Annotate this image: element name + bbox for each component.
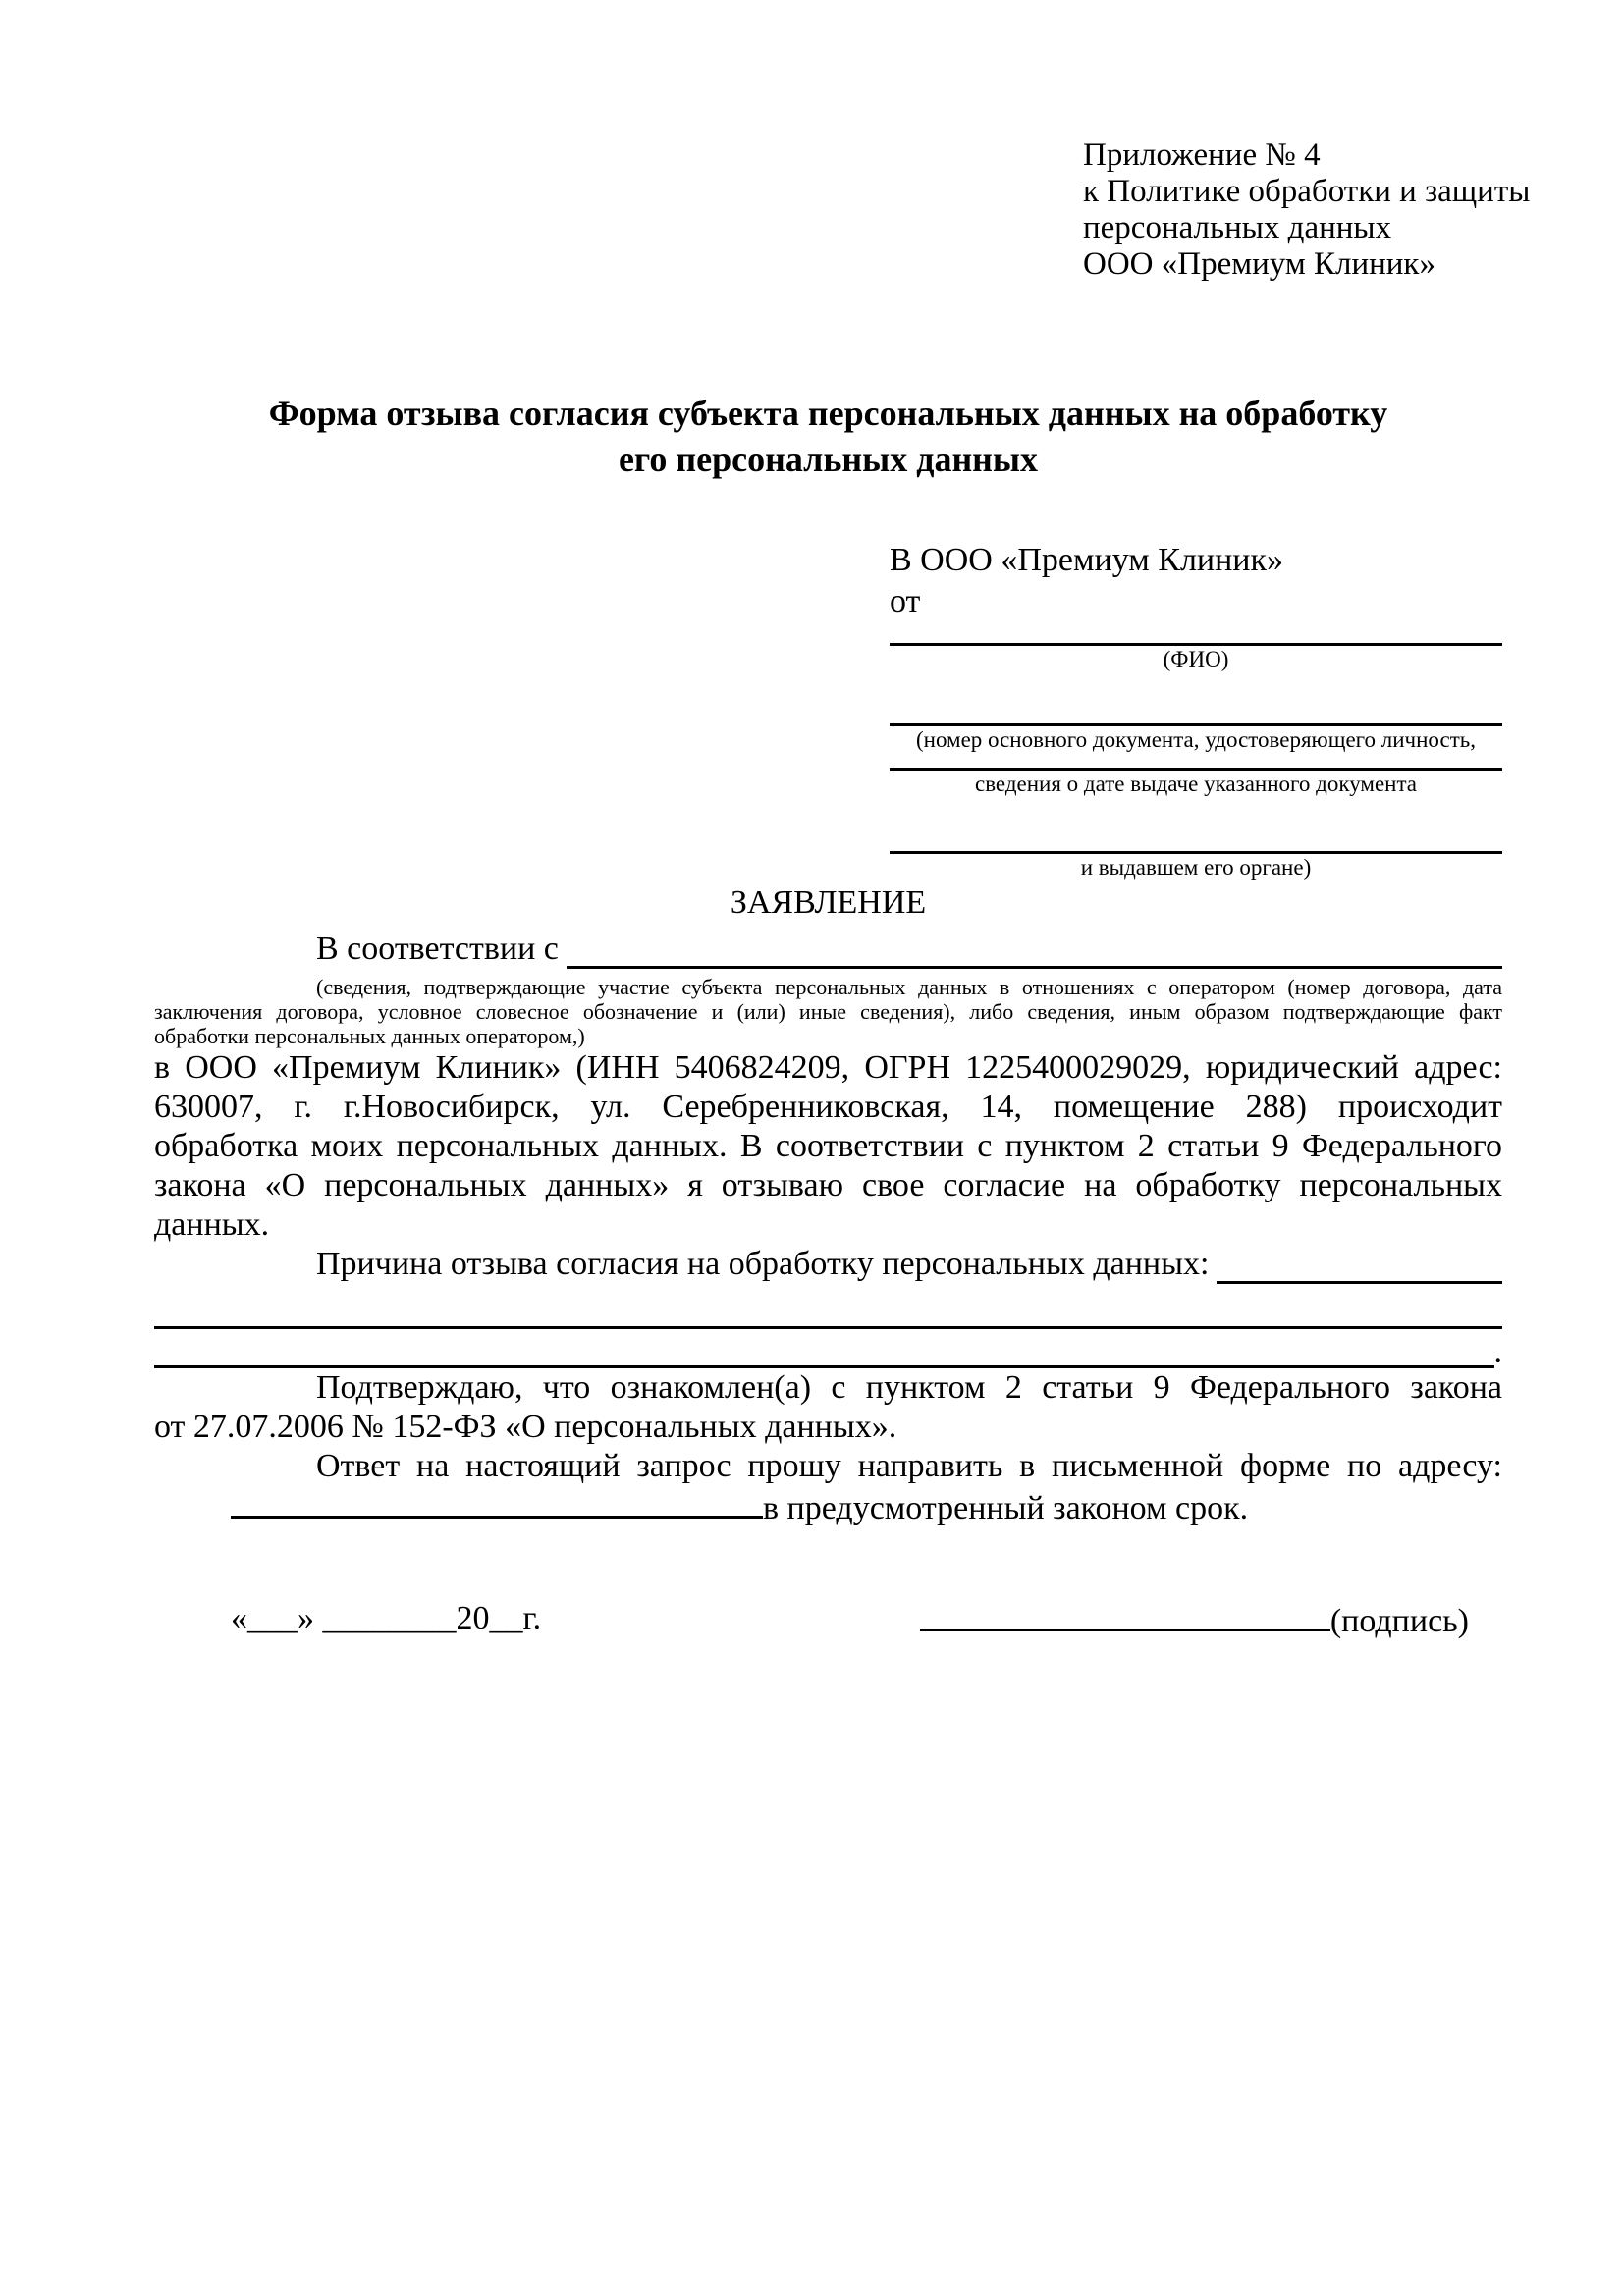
confirm-paragraph: [154, 1368, 1502, 1447]
doc-number-blank-line[interactable]: [890, 673, 1502, 726]
issuing-authority-blank-line[interactable]: [890, 798, 1502, 854]
confirm-line-2: от 27.07.2006 № 152-ФЗ «О персональных данных».: [154, 1409, 897, 1445]
statement-body: [154, 1048, 1502, 1245]
statement-body-line: в ООО «Премиум Клиник» (ИНН 5406824209, ОГРН 1225400029029, юридический адрес:: [154, 1049, 1502, 1086]
reason-blank-line-2[interactable]: [154, 1329, 1494, 1368]
date-line[interactable]: «___» ________20__г.: [231, 1600, 542, 1636]
reply-line-1: Ответ на настоящий запрос прошу направить в письменной форме по адресу:: [316, 1448, 1502, 1484]
sentence-period: .: [1493, 1333, 1502, 1369]
statement-body-line: данных.: [154, 1206, 270, 1243]
issuing-authority-caption: и выдавшем его органе): [1080, 855, 1312, 880]
doc-number-caption: (номер основного документа, удостоверяющего личность,: [915, 727, 1476, 752]
addressee-from-label: от: [890, 583, 921, 619]
confirm-line-1: Подтверждаю, что ознакомлен(а) с пунктом 2 статьи 9 Федерального закона: [316, 1369, 1502, 1406]
issue-date-caption: сведения о дате выдаче указанного документа: [974, 772, 1418, 796]
statement-body-line: закона «О персональных данных» я отзываю свое согласие на обработку персональных: [154, 1167, 1502, 1203]
statement-body-line: 630007, г. г.Новосибирск, ул. Серебренниковская, 14, помещение 288) происходит: [154, 1089, 1502, 1125]
appendix-header-line: к Политике обработки и защиты: [1083, 174, 1531, 209]
page-content: [154, 0, 1531, 1641]
form-title-line-2: его персональных данных: [618, 440, 1039, 479]
signature-caption: (подпись): [1329, 1603, 1469, 1639]
appendix-header-line: ООО «Премиум Клиник»: [1083, 246, 1435, 282]
reason-blank-row-2: [154, 1329, 1502, 1368]
signoff-row: [154, 1599, 1502, 1641]
intro-blank-line[interactable]: [567, 930, 1502, 969]
appendix-header-line: Приложение № 4: [1083, 137, 1321, 173]
statement-body-line: обработка моих персональных данных. В соответствии с пунктом 2 статьи 9 Федерального: [154, 1128, 1502, 1164]
reply-suffix: в предусмотренный законом срок.: [763, 1490, 1249, 1526]
footnote: [154, 975, 1502, 1048]
reason-blank-line[interactable]: [1217, 1245, 1502, 1284]
reply-line-2: [154, 1486, 1502, 1528]
fio-blank-line[interactable]: [890, 622, 1502, 646]
signature-group: [920, 1599, 1469, 1641]
footnote-line: (сведения, подтверждающие участие субъекта персональных данных в отношениях с оператором (номер договора, дата: [316, 975, 1502, 999]
statement-heading: ЗАЯВЛЕНИЕ: [730, 884, 927, 921]
appendix-header-line: персональных данных: [1083, 210, 1392, 245]
footnote-line: обработки персональных данных оператором,): [154, 1024, 585, 1048]
reason-blank-row-1[interactable]: [154, 1284, 1502, 1329]
addressee-block: [890, 540, 1502, 881]
signature-blank-line[interactable]: [920, 1599, 1330, 1631]
reply-address-blank-line[interactable]: [231, 1486, 763, 1519]
intro-line: [154, 930, 1502, 969]
addressee-to: В ООО «Премиум Клиник»: [890, 542, 1284, 578]
form-title: [154, 391, 1502, 483]
appendix-header: [1083, 137, 1531, 283]
fio-caption: (ФИО): [1163, 647, 1229, 671]
intro-label: В соответствии с: [316, 931, 559, 967]
issue-date-blank-line[interactable]: [890, 754, 1502, 771]
form-title-line-1: Форма отзыва согласия субъекта персональных данных на обработку: [268, 394, 1388, 433]
footnote-line: заключения договора, условное словесное обозначение и (или) иные сведения), либо сведения, иным образом подтверждающие факт: [154, 999, 1502, 1024]
reason-label: Причина отзыва согласия на обработку персональных данных:: [316, 1246, 1210, 1282]
reason-line: [154, 1245, 1502, 1284]
